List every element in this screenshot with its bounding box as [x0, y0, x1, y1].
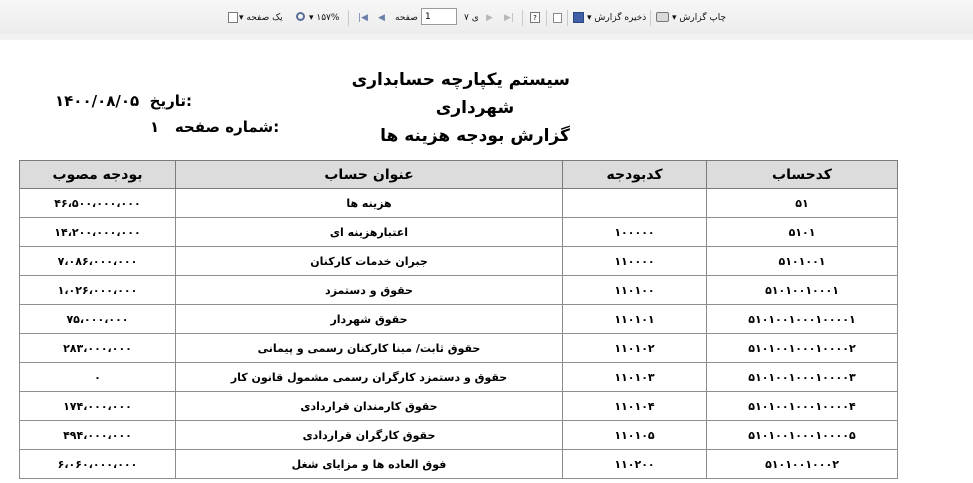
- account-code-cell: ۵۱: [707, 189, 898, 218]
- toolbar-separator: [348, 10, 349, 26]
- account-title-cell: حقوق و دستمزد کارگران رسمی مشمول قانون کار: [176, 363, 563, 392]
- table-row: [20, 363, 898, 392]
- table-row: [20, 450, 898, 479]
- budget-code-cell: ۱۱۰۱۰۱: [563, 305, 707, 334]
- table-row: [20, 305, 898, 334]
- account-title-cell: حقوق کارگران قراردادی: [176, 421, 563, 450]
- view-mode-dropdown[interactable]: ▾ یک صفحه: [239, 13, 283, 23]
- budget-report-table: [19, 160, 898, 479]
- report-page-number-value: ۱: [150, 118, 160, 136]
- zoom-dropdown[interactable]: ▾ ۱۵۷%: [309, 13, 340, 23]
- approved-budget-cell: ۰: [20, 363, 176, 392]
- approved-budget-cell: ۷۵،۰۰۰،۰۰۰: [20, 305, 176, 334]
- report-toolbar: [0, 0, 973, 35]
- budget-code-cell: ۱۱۰۱۰۲: [563, 334, 707, 363]
- account-code-cell: ۵۱۰۱۰۰۱۰۰۰۱۰۰۰۰۳: [707, 363, 898, 392]
- budget-code-cell: ۱۱۰۱۰۵: [563, 421, 707, 450]
- save-icon[interactable]: [573, 12, 584, 23]
- document-map-icon[interactable]: [553, 13, 562, 23]
- budget-code-cell: ۱۱۰۲۰۰: [563, 450, 707, 479]
- account-code-cell: ۵۱۰۱۰۰۱۰۰۰۱۰۰۰۰۲: [707, 334, 898, 363]
- budget-code-cell: ۱۱۰۱۰۰: [563, 276, 707, 305]
- report-page-number-label: شماره صفحه:: [174, 118, 280, 136]
- table-row: [20, 421, 898, 450]
- table-header-row: [20, 161, 898, 189]
- table-row: [20, 247, 898, 276]
- approved-budget-cell: ۱۷۴،۰۰۰،۰۰۰: [20, 392, 176, 421]
- save-report-button[interactable]: ▾ ذخیره گزارش: [587, 13, 647, 23]
- approved-budget-cell: ۱۴،۲۰۰،۰۰۰،۰۰۰: [20, 218, 176, 247]
- print-report-label: چاپ گزارش: [679, 13, 727, 23]
- page-number-input[interactable]: [421, 8, 457, 25]
- previous-page-icon[interactable]: ◀: [378, 13, 385, 23]
- zoom-icon[interactable]: [296, 12, 305, 21]
- account-code-cell: ۵۱۰۱۰۰۱۰۰۰۱: [707, 276, 898, 305]
- table-row: [20, 392, 898, 421]
- column-header-budget-code: کدبودجه: [563, 161, 707, 189]
- approved-budget-cell: ۴۹۴،۰۰۰،۰۰۰: [20, 421, 176, 450]
- find-icon[interactable]: ?: [530, 12, 540, 23]
- page-view-icon[interactable]: [228, 12, 238, 23]
- printer-icon[interactable]: [656, 12, 669, 22]
- report-date: [55, 92, 192, 110]
- account-code-cell: ۵۱۰۱۰۰۱۰۰۰۱۰۰۰۰۱: [707, 305, 898, 334]
- report-organization-title: شهرداری: [435, 98, 515, 118]
- column-header-approved-budget: بودجه مصوب: [20, 161, 176, 189]
- next-page-icon[interactable]: ▶: [486, 13, 493, 23]
- print-report-button[interactable]: ▾ چاپ گزارش: [672, 13, 727, 23]
- budget-code-cell: ۱۱۰۱۰۴: [563, 392, 707, 421]
- report-date-label: تاریخ:: [149, 92, 192, 110]
- column-header-account-code: کدحساب: [707, 161, 898, 189]
- toolbar-separator: [522, 10, 523, 26]
- toolbar-separator: [650, 10, 651, 26]
- column-header-account-title: عنوان حساب: [176, 161, 563, 189]
- account-title-cell: فوق العاده ها و مزایای شغل: [176, 450, 563, 479]
- approved-budget-cell: ۷،۰۸۶،۰۰۰،۰۰۰: [20, 247, 176, 276]
- report-date-value: ۱۴۰۰/۰۸/۰۵: [55, 92, 140, 110]
- account-title-cell: اعتبارهزینه ای: [176, 218, 563, 247]
- page-label: صفحه: [395, 13, 418, 23]
- view-mode-label: یک صفحه: [246, 13, 283, 23]
- account-title-cell: حقوق و دستمزد: [176, 276, 563, 305]
- approved-budget-cell: ۱،۰۲۶،۰۰۰،۰۰۰: [20, 276, 176, 305]
- account-title-cell: هزینه ها: [176, 189, 563, 218]
- save-report-label: ذخیره گزارش: [594, 13, 647, 23]
- account-title-cell: حقوق ثابت/ مبنا کارکنان رسمی و پیمانی: [176, 334, 563, 363]
- account-title-cell: حقوق کارمندان قراردادی: [176, 392, 563, 421]
- toolbar-divider: [0, 34, 973, 40]
- toolbar-separator: [567, 10, 568, 26]
- account-code-cell: ۵۱۰۱۰۰۱: [707, 247, 898, 276]
- account-code-cell: ۵۱۰۱۰۰۱۰۰۰۲: [707, 450, 898, 479]
- budget-code-cell: [563, 189, 707, 218]
- table-row: [20, 276, 898, 305]
- account-code-cell: ۵۱۰۱۰۰۱۰۰۰۱۰۰۰۰۵: [707, 421, 898, 450]
- table-row: [20, 218, 898, 247]
- approved-budget-cell: ۴۶،۵۰۰،۰۰۰،۰۰۰: [20, 189, 176, 218]
- report-system-title: سیستم یکپارچه حسابداری: [351, 70, 570, 90]
- budget-code-cell: ۱۰۰۰۰۰: [563, 218, 707, 247]
- first-page-icon[interactable]: |◀: [358, 13, 368, 23]
- table-row: [20, 334, 898, 363]
- toolbar-separator: [546, 10, 547, 26]
- zoom-value: ۱۵۷%: [316, 13, 340, 23]
- account-title-cell: جبران خدمات کارکنان: [176, 247, 563, 276]
- approved-budget-cell: ۶،۰۶۰،۰۰۰،۰۰۰: [20, 450, 176, 479]
- budget-code-cell: ۱۱۰۰۰۰: [563, 247, 707, 276]
- approved-budget-cell: ۲۸۳،۰۰۰،۰۰۰: [20, 334, 176, 363]
- report-page-number: [150, 118, 279, 136]
- last-page-icon[interactable]: ▶|: [504, 13, 514, 23]
- budget-code-cell: ۱۱۰۱۰۳: [563, 363, 707, 392]
- report-name-title: گزارش بودجه هزینه ها: [380, 126, 570, 146]
- table-row: [20, 189, 898, 218]
- account-code-cell: ۵۱۰۱: [707, 218, 898, 247]
- account-code-cell: ۵۱۰۱۰۰۱۰۰۰۱۰۰۰۰۴: [707, 392, 898, 421]
- account-title-cell: حقوق شهردار: [176, 305, 563, 334]
- page-count-label: ی ۷: [464, 13, 479, 23]
